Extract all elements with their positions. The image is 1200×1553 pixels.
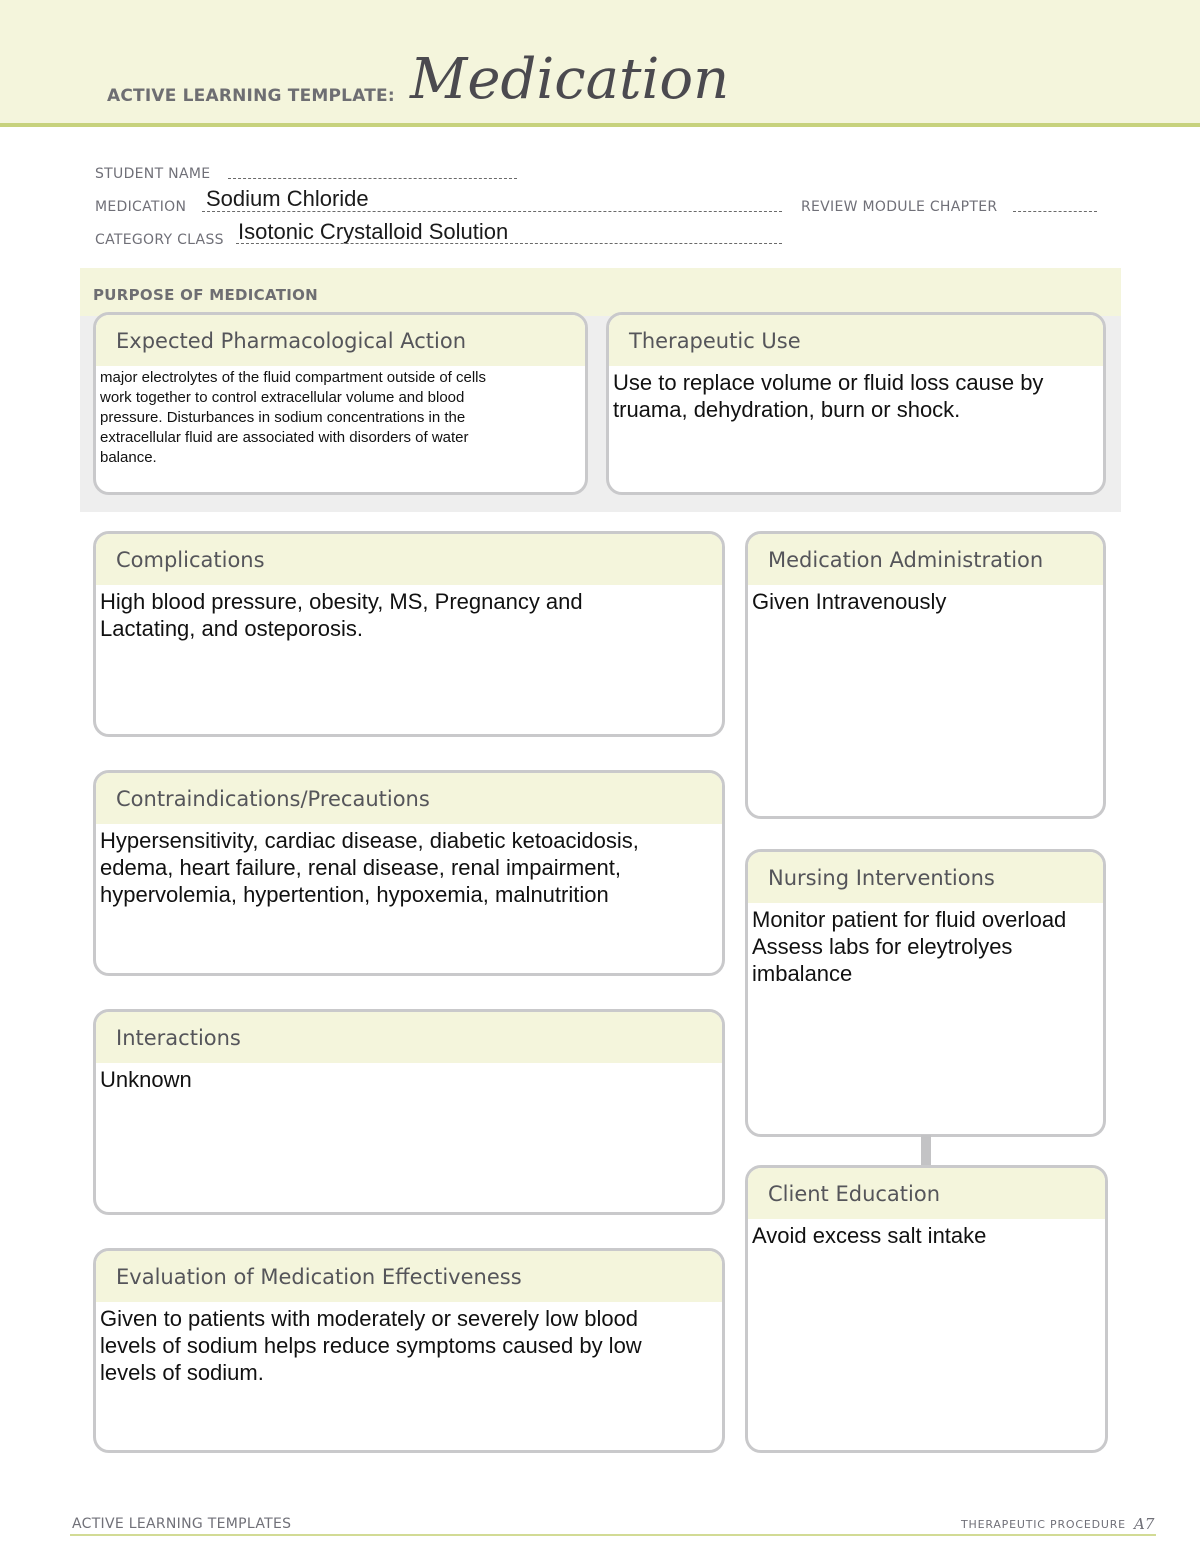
nursing-heading: Nursing Interventions [748, 852, 1103, 903]
footer-rule [70, 1534, 1156, 1536]
nursing-card [745, 849, 1106, 1137]
contraindications-text[interactable]: Hypersensitivity, cardiac disease, diabetic ketoacidosis, edema, heart failure, renal disease, renal impairment, hypervolemia, hypertention, hypoxemia, malnutrition [100, 828, 639, 907]
complications-heading: Complications [96, 534, 722, 585]
footer-page-number: A7 [1134, 1515, 1155, 1533]
template-brand: ACTIVE LEARNING TEMPLATE: [107, 86, 395, 106]
expected-action-card [93, 312, 588, 495]
evaluation-card [93, 1248, 725, 1453]
education-text[interactable]: Avoid excess salt intake [752, 1223, 987, 1248]
evaluation-heading: Evaluation of Medication Effectiveness [96, 1251, 722, 1302]
purpose-title: PURPOSE OF MEDICATION [93, 286, 319, 304]
complications-card [93, 531, 725, 737]
page-title: Medication [410, 47, 730, 112]
education-heading: Client Education [748, 1168, 1105, 1219]
nursing-text[interactable]: Monitor patient for fluid overload Assess labs for eleytrolyes imbalance [752, 907, 1067, 986]
expected-action-text[interactable]: major electrolytes of the fluid compartment outside of cells work together to control extracellular volume and blood pressure. Disturbances in sodium concentrations in the extracellular fluid are associated with disorders of water balance. [100, 369, 487, 466]
interactions-card [93, 1009, 725, 1215]
review-module-line[interactable] [1013, 211, 1097, 212]
therapeutic-use-text[interactable]: Use to replace volume or fluid loss cause by truama, dehydration, burn or shock. [613, 370, 1044, 422]
category-class-label: CATEGORY CLASS [95, 232, 224, 248]
medication-label: MEDICATION [95, 199, 187, 215]
administration-text[interactable]: Given Intravenously [752, 589, 947, 614]
footer-brand: ACTIVE LEARNING TEMPLATES [72, 1516, 292, 1532]
medication-value[interactable]: Sodium Chloride [206, 186, 369, 211]
review-module-label: REVIEW MODULE CHAPTER [801, 199, 998, 215]
administration-heading: Medication Administration [748, 534, 1103, 585]
card-connector [921, 1135, 931, 1166]
education-card [745, 1165, 1108, 1453]
category-class-value[interactable]: Isotonic Crystalloid Solution [238, 219, 509, 244]
administration-card [745, 531, 1106, 819]
therapeutic-use-heading: Therapeutic Use [609, 315, 1103, 366]
student-name-line[interactable] [228, 178, 517, 179]
complications-text[interactable]: High blood pressure, obesity, MS, Pregnancy and Lactating, and osteporosis. [100, 589, 583, 641]
student-name-label: STUDENT NAME [95, 166, 211, 182]
interactions-text[interactable]: Unknown [100, 1067, 192, 1092]
contraindications-card [93, 770, 725, 976]
footer-section: THERAPEUTIC PROCEDURE [961, 1518, 1126, 1531]
interactions-heading: Interactions [96, 1012, 722, 1063]
contraindications-heading: Contraindications/Precautions [96, 773, 722, 824]
header-rule [0, 123, 1200, 127]
expected-action-heading: Expected Pharmacological Action [96, 315, 585, 366]
evaluation-text[interactable]: Given to patients with moderately or severely low blood levels of sodium helps reduce symptoms caused by low levels of sodium. [100, 1306, 642, 1385]
therapeutic-use-card [606, 312, 1106, 495]
